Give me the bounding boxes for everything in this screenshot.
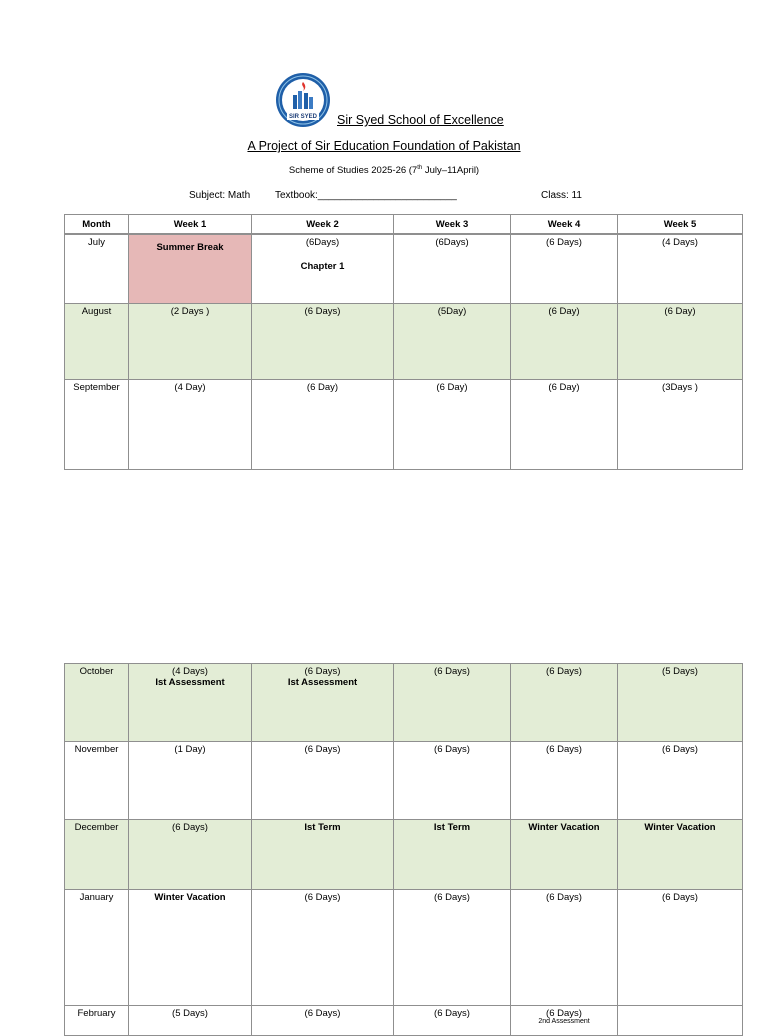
week-cell: Ist Term — [252, 820, 394, 890]
table-row-february — [65, 1006, 743, 1036]
month-cell: February — [65, 1006, 129, 1036]
week-cell: (6 Day) — [252, 379, 394, 469]
month-cell: November — [65, 742, 129, 820]
week-cell: Winter Vacation — [129, 890, 252, 1006]
week-cell: (6 Days) — [511, 742, 618, 820]
summer-break-label: Summer Break — [156, 242, 224, 253]
col-header-week-3: Week 3 — [394, 215, 511, 235]
header-row — [65, 215, 743, 235]
scheme-sup: th — [417, 165, 423, 171]
week-cell — [252, 664, 394, 742]
week-cell — [129, 664, 252, 742]
week-cell — [511, 1006, 618, 1036]
month-cell: January — [65, 890, 129, 1006]
week-cell — [618, 1006, 743, 1036]
week-cell: (6 Days) — [394, 890, 511, 1006]
week-cell: (6Days) — [394, 234, 511, 303]
week-cell: (4 Day) — [129, 379, 252, 469]
table-row-january — [65, 890, 743, 1006]
col-header-week-1: Week 1 — [129, 215, 252, 235]
week-cell: (3Days ) — [618, 379, 743, 469]
week-cell: (6 Day) — [394, 379, 511, 469]
assessment-label: Ist Assessment — [155, 677, 225, 688]
scheme-suffix: July–11April) — [422, 165, 480, 177]
project-title: A Project of Sir Education Foundation of Pakistan — [247, 139, 521, 153]
table-row-december — [65, 820, 743, 890]
month-cell: August — [65, 303, 129, 379]
week-cell: (6 Days) — [511, 890, 618, 1006]
week-cell: (6 Days) — [394, 742, 511, 820]
week-cell: (6 Days) — [252, 303, 394, 379]
table-row-september — [65, 379, 743, 469]
table-row-august — [65, 303, 743, 379]
col-header-week-2: Week 2 — [252, 215, 394, 235]
week-cell: (5 Days) — [618, 664, 743, 742]
assessment-label: 2nd Assessment — [538, 1018, 590, 1025]
week-cell: Winter Vacation — [511, 820, 618, 890]
week-cell: (2 Days ) — [129, 303, 252, 379]
week-cell: (6 Day) — [618, 303, 743, 379]
week-cell: (6 Days) — [511, 664, 618, 742]
week-cell: (6 Days) — [252, 742, 394, 820]
col-header-month: Month — [65, 215, 129, 235]
table-row-november — [65, 742, 743, 820]
col-header-week-5: Week 5 — [618, 215, 743, 235]
week-cell — [129, 234, 252, 303]
class-label: Class: 11 — [541, 190, 582, 201]
logo-text: SIR SYED — [288, 114, 318, 120]
week-cell: (5 Days) — [129, 1006, 252, 1036]
school-logo — [273, 72, 333, 128]
schedule-table-2 — [64, 663, 743, 1036]
days-label: (6Days) — [305, 237, 340, 248]
table-row-july — [65, 234, 743, 303]
school-name: Sir Syed School of Excellence — [337, 113, 504, 127]
days-label: (6 Days) — [546, 1008, 582, 1019]
scheme-prefix: Scheme of Studies 2025-26 (7 — [288, 165, 418, 177]
week-cell: (6 Day) — [511, 303, 618, 379]
month-cell: December — [65, 820, 129, 890]
week-cell: (6 Days) — [511, 234, 618, 303]
assessment-label: Ist Assessment — [287, 677, 358, 688]
week-cell: (5Day) — [394, 303, 511, 379]
week-cell: (6 Days) — [394, 1006, 511, 1036]
chapter-label: Chapter 1 — [300, 261, 345, 272]
week-cell: (1 Day) — [129, 742, 252, 820]
month-cell: July — [65, 234, 129, 303]
week-cell: (6 Day) — [511, 379, 618, 469]
week-cell: (6 Days) — [252, 1006, 394, 1036]
days-label: (4 Days) — [172, 666, 208, 677]
scheme-title — [0, 165, 768, 176]
schedule-table-1 — [64, 214, 743, 470]
week-cell: Winter Vacation — [618, 820, 743, 890]
week-cell: (6 Days) — [394, 664, 511, 742]
col-header-week-4: Week 4 — [511, 215, 618, 235]
table-row-october — [65, 664, 743, 742]
subject-label: Subject: Math — [189, 190, 251, 201]
week-cell: Ist Term — [394, 820, 511, 890]
week-cell: (6 Days) — [252, 890, 394, 1006]
textbook-label: Textbook:_________________________ — [275, 190, 457, 201]
days-label: (6 Days) — [304, 666, 341, 677]
month-cell: September — [65, 379, 129, 469]
month-cell: October — [65, 664, 129, 742]
week-cell: (4 Days) — [618, 234, 743, 303]
week-cell — [252, 234, 394, 303]
week-cell: (6 Days) — [618, 890, 743, 1006]
week-cell: (6 Days) — [618, 742, 743, 820]
week-cell: (6 Days) — [129, 820, 252, 890]
